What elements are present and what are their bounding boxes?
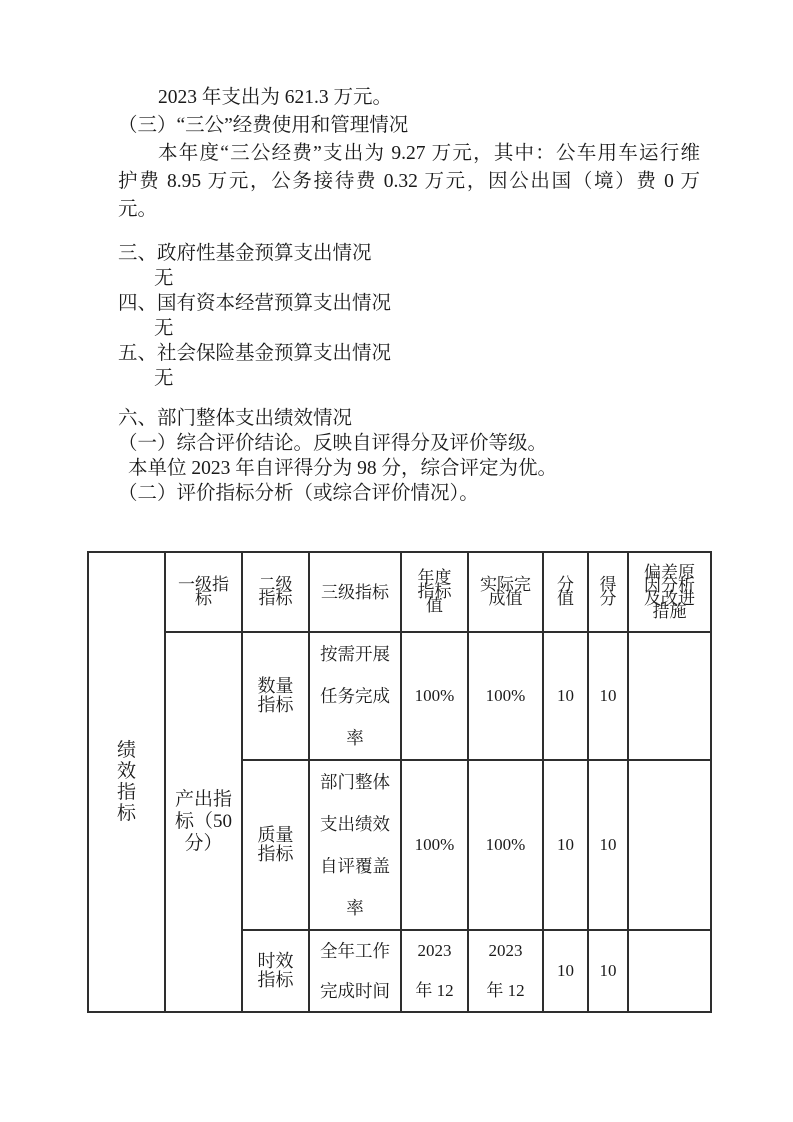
cell-actual-value: 100% <box>468 760 543 930</box>
cell-level2-quantity: 数量指标 <box>242 632 309 760</box>
doc-heading-evaluation-conclusion: （一）综合评价结论。反映自评得分及评价等级。 <box>118 433 548 454</box>
document-body <box>118 84 700 506</box>
header-level1-indicator: 一级指标 <box>165 552 242 632</box>
cell-deviation <box>628 930 711 1012</box>
table-corner-performance-indicator <box>88 552 165 1012</box>
cell-deviation <box>628 760 711 930</box>
cell-level2-quality: 质量指标 <box>242 760 309 930</box>
doc-heading-state-capital-budget: 四、国有资本经营预算支出情况 <box>118 293 392 314</box>
cell-score: 10 <box>588 760 628 930</box>
cell-score: 10 <box>588 930 628 1012</box>
doc-line-none-3: 无 <box>154 368 174 389</box>
doc-line-three-public-detail-2: 护费 8.95 万元，公务接待费 0.32 万元，因公出国（境）费 0 万 <box>118 171 700 192</box>
cell-deviation <box>628 632 711 760</box>
cell-annual-target: 2023 年 12 <box>401 930 468 1012</box>
header-deviation-analysis: 偏差原因分析及改进措施 <box>628 552 711 632</box>
cell-actual-value: 2023 年 12 <box>468 930 543 1012</box>
doc-heading-indicator-analysis: （二）评价指标分析（或综合评价情况）。 <box>118 483 479 504</box>
header-annual-target: 年度指标值 <box>401 552 468 632</box>
header-actual-value: 实际完成值 <box>468 552 543 632</box>
doc-line-expenditure-2023: 2023 年支出为 621.3 万元。 <box>158 87 393 108</box>
doc-heading-overall-performance: 六、部门整体支出绩效情况 <box>118 408 353 429</box>
cell-points: 10 <box>543 760 588 930</box>
cell-annual-target: 100% <box>401 632 468 760</box>
header-level2-indicator: 二级指标 <box>242 552 309 632</box>
doc-heading-three-public-funds: （三）“三公”经费使用和管理情况 <box>118 115 409 136</box>
cell-score: 10 <box>588 632 628 760</box>
cell-points: 10 <box>543 930 588 1012</box>
doc-line-none-1: 无 <box>154 268 174 289</box>
cell-level3-completion-time: 全年工作完成时间 <box>309 930 401 1012</box>
doc-line-three-public-detail-3: 元。 <box>118 199 158 220</box>
cell-annual-target: 100% <box>401 760 468 930</box>
header-score: 得分 <box>588 552 628 632</box>
doc-heading-social-insurance-budget: 五、社会保险基金预算支出情况 <box>118 343 392 364</box>
performance-indicator-table <box>87 551 712 1013</box>
cell-points: 10 <box>543 632 588 760</box>
doc-line-none-2: 无 <box>154 318 174 339</box>
doc-heading-government-fund-budget: 三、政府性基金预算支出情况 <box>118 243 372 264</box>
cell-level3-task-completion: 按需开展任务完成率 <box>309 632 401 760</box>
header-level3-indicator: 三级指标 <box>309 552 401 632</box>
header-points: 分值 <box>543 552 588 632</box>
row-header-label: 绩效指标 <box>116 740 136 824</box>
cell-level3-selfeval-coverage: 部门整体支出绩效自评覆盖率 <box>309 760 401 930</box>
doc-line-self-score: 本单位 2023 年自评得分为 98 分，综合评定为优。 <box>128 458 558 479</box>
cell-level2-timeliness: 时效指标 <box>242 930 309 1012</box>
cell-level1-output-indicator: 产出指标（50分） <box>165 632 242 1012</box>
doc-line-three-public-detail-1: 本年度“三公经费”支出为 9.27 万元，其中：公车用车运行维 <box>158 143 700 164</box>
cell-actual-value: 100% <box>468 632 543 760</box>
